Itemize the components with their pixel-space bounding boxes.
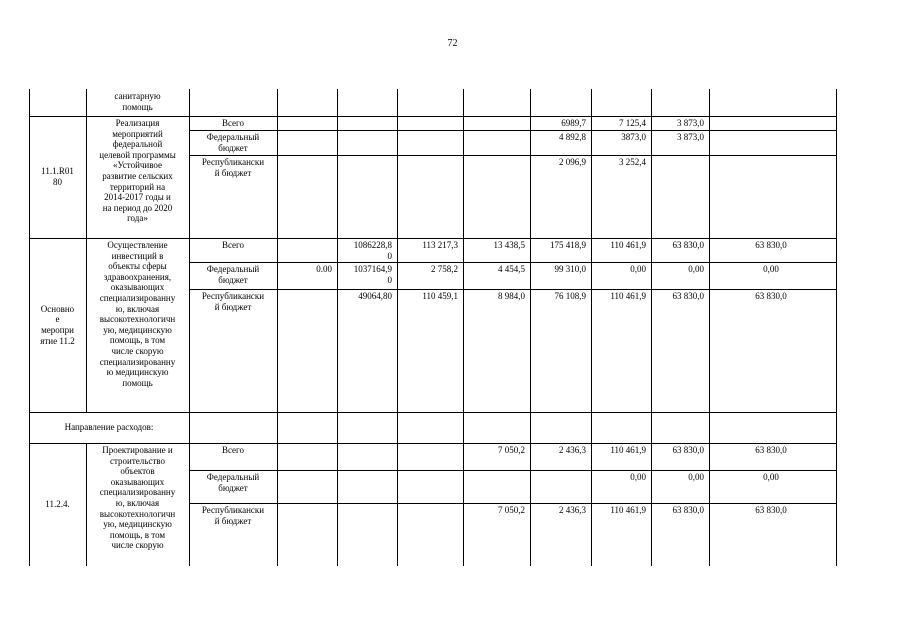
- row-description: Реализация мероприятий федеральной целевой программы «Устойчивое развитие сельских территорий на 2014-2017 годы и на период до 2020 года»: [99, 118, 176, 224]
- table-rule: [189, 130, 837, 131]
- value-cell: 63 830,0: [672, 240, 704, 250]
- value-cell: [399, 445, 458, 469]
- row-code: 11.2.4.: [45, 499, 70, 510]
- value-cell: 1086228,8 0: [353, 240, 392, 261]
- table-rule: [530, 89, 531, 116]
- table-rule: [651, 238, 652, 412]
- value-cell: [653, 157, 704, 237]
- table-rule: [189, 262, 837, 263]
- value-cell: 76 108,9: [554, 291, 586, 301]
- table-rule: [86, 238, 87, 412]
- row-description: санитарную помощь: [114, 91, 161, 112]
- row-code: 11.1.R01 80: [41, 166, 74, 187]
- value-cell: 63 830,0: [755, 445, 787, 455]
- page-number: 72: [447, 38, 458, 49]
- table-rule: [836, 443, 837, 566]
- table-rule: [463, 412, 464, 443]
- value-cell: [465, 157, 525, 237]
- value-cell: 63 830,0: [755, 240, 787, 250]
- value-cell: 4 892,8: [559, 132, 586, 142]
- value-cell: [279, 445, 332, 469]
- value-cell: 113 217,3: [422, 240, 458, 250]
- value-cell: 110 461,9: [610, 291, 646, 301]
- table-rule: [29, 443, 837, 444]
- value-cell: [711, 157, 831, 237]
- value-cell: [279, 505, 332, 565]
- table-rule: [709, 116, 710, 238]
- table-rule: [651, 116, 652, 238]
- table-rule: [836, 116, 837, 238]
- value-cell: [279, 132, 332, 154]
- value-cell: [279, 118, 332, 129]
- source-name: Всего: [221, 240, 245, 250]
- source-name: Республикански й бюджет: [201, 505, 265, 526]
- value-cell: 7 125,4: [619, 118, 646, 128]
- table-rule: [591, 238, 592, 412]
- value-cell: 0,00: [630, 264, 646, 274]
- value-cell: [711, 118, 831, 129]
- table-rule: [397, 412, 398, 443]
- value-cell: [279, 291, 332, 411]
- value-cell: [279, 157, 332, 237]
- value-cell: 3873,0: [621, 132, 646, 142]
- value-cell: [465, 472, 525, 502]
- value-cell: [279, 240, 332, 261]
- value-cell: [399, 157, 458, 237]
- value-cell: 2 096,9: [559, 157, 586, 167]
- value-cell: [399, 505, 458, 565]
- table-rule: [836, 89, 837, 116]
- row-code: [30, 103, 85, 105]
- table-rule: [337, 238, 338, 412]
- table-rule: [86, 443, 87, 566]
- table-rule: [397, 89, 398, 116]
- value-cell: [399, 132, 458, 154]
- table-rule: [591, 443, 592, 566]
- value-cell: [279, 472, 332, 502]
- table-rule: [530, 412, 531, 443]
- table-rule: [29, 412, 837, 413]
- source-name: Республикански й бюджет: [201, 157, 265, 178]
- value-cell: 0,00: [688, 472, 704, 482]
- table-rule: [337, 89, 338, 116]
- value-cell: 1037164,9 0: [353, 264, 392, 285]
- source-name: Республикански й бюджет: [201, 291, 265, 312]
- source-name: Всего: [221, 118, 245, 128]
- table-rule: [189, 238, 190, 412]
- value-cell: 63 830,0: [755, 505, 787, 515]
- value-cell: 0,00: [630, 472, 646, 482]
- table-rule: [189, 155, 837, 156]
- table-rule: [651, 412, 652, 443]
- value-cell: 2 436,3: [559, 505, 586, 515]
- value-cell: 2 436,3: [559, 445, 586, 455]
- table-rule: [189, 116, 190, 238]
- table-rule: [709, 443, 710, 566]
- table-rule: [277, 116, 278, 238]
- value-cell: [711, 132, 831, 154]
- table-rule: [189, 412, 190, 443]
- table-rule: [591, 116, 592, 238]
- table-rule: [651, 89, 652, 116]
- table-rule: [591, 89, 592, 116]
- value-cell: 7 050,2: [498, 445, 525, 455]
- value-cell: [532, 472, 586, 502]
- value-cell: 110 461,9: [610, 445, 646, 455]
- table-rule: [463, 238, 464, 412]
- value-cell: [465, 132, 525, 154]
- table-rule: [651, 443, 652, 566]
- value-cell: 0,00: [763, 472, 779, 482]
- value-cell: 0.00: [316, 264, 332, 274]
- value-cell: 8 984,0: [498, 291, 525, 301]
- direction-header: Направление расходов:: [64, 422, 154, 432]
- value-cell: 63 830,0: [672, 505, 704, 515]
- table-rule: [277, 443, 278, 566]
- table-rule: [86, 116, 87, 238]
- table-rule: [591, 412, 592, 443]
- table-rule: [29, 116, 837, 117]
- row-description: Проектирование и строительство объектов оказывающих специализированну ю, включая высокотехнологичн ую, медицинскую помощь, в том числе скорую: [99, 445, 176, 551]
- table-rule: [836, 412, 837, 443]
- value-cell: 63 830,0: [672, 291, 704, 301]
- table-rule: [189, 89, 190, 116]
- value-cell: 49064,80: [358, 291, 392, 301]
- value-cell: [339, 157, 392, 237]
- table-rule: [463, 89, 464, 116]
- value-cell: [339, 472, 392, 502]
- value-cell: 0,00: [688, 264, 704, 274]
- value-cell: 99 310,0: [554, 264, 586, 274]
- value-cell: 6989,7: [561, 118, 586, 128]
- table-rule: [337, 412, 338, 443]
- table-rule: [836, 238, 837, 412]
- value-cell: 13 438,5: [493, 240, 525, 250]
- table-rule: [709, 89, 710, 116]
- value-cell: 2 758,2: [431, 264, 458, 274]
- table-rule: [189, 503, 837, 504]
- value-cell: [465, 118, 525, 129]
- table-rule: [29, 412, 30, 443]
- table-rule: [189, 470, 837, 471]
- value-cell: 3 873,0: [677, 132, 704, 142]
- value-cell: 110 461,9: [610, 240, 646, 250]
- table-rule: [29, 238, 837, 239]
- table-rule: [86, 89, 87, 116]
- value-cell: 3 873,0: [677, 118, 704, 128]
- value-cell: [339, 445, 392, 469]
- row-description: Осуществление инвестиций в объекты сферы здравоохранения, оказывающих специализированну ю, включая высокотехнологичн ую, медицинскую помощь, в том числе скорую специализированну ю медицинскую помощь: [99, 240, 176, 388]
- table-rule: [337, 116, 338, 238]
- table-rule: [530, 443, 531, 566]
- table-rule: [530, 238, 531, 412]
- source-name: Федеральный бюджет: [206, 472, 260, 493]
- table-rule: [189, 443, 190, 566]
- value-cell: [399, 472, 458, 502]
- table-rule: [277, 412, 278, 443]
- value-cell: 63 830,0: [672, 445, 704, 455]
- table-rule: [463, 443, 464, 566]
- table-rule: [709, 238, 710, 412]
- value-cell: 3 252,4: [619, 157, 646, 167]
- value-cell: 63 830,0: [755, 291, 787, 301]
- value-cell: [339, 118, 392, 129]
- value-cell: 4 454,5: [498, 264, 525, 274]
- row-code: Основно е меропри ятие 11.2: [40, 303, 75, 346]
- source-name: Федеральный бюджет: [206, 264, 260, 285]
- table-rule: [709, 412, 710, 443]
- value-cell: [339, 132, 392, 154]
- table-rule: [463, 116, 464, 238]
- value-cell: 7 050,2: [498, 505, 525, 515]
- value-cell: 175 418,9: [550, 240, 586, 250]
- value-cell: 110 461,9: [610, 505, 646, 515]
- source-name: Федеральный бюджет: [206, 132, 260, 153]
- table-rule: [277, 238, 278, 412]
- table-rule: [397, 443, 398, 566]
- source-name: Всего: [221, 445, 245, 455]
- table-rule: [189, 289, 837, 290]
- table-rule: [530, 116, 531, 238]
- table-rule: [397, 238, 398, 412]
- value-cell: 0,00: [763, 264, 779, 274]
- value-cell: [339, 505, 392, 565]
- table-rule: [397, 116, 398, 238]
- value-cell: [399, 118, 458, 129]
- value-cell: 110 459,1: [422, 291, 458, 301]
- table-rule: [337, 443, 338, 566]
- table-rule: [277, 89, 278, 116]
